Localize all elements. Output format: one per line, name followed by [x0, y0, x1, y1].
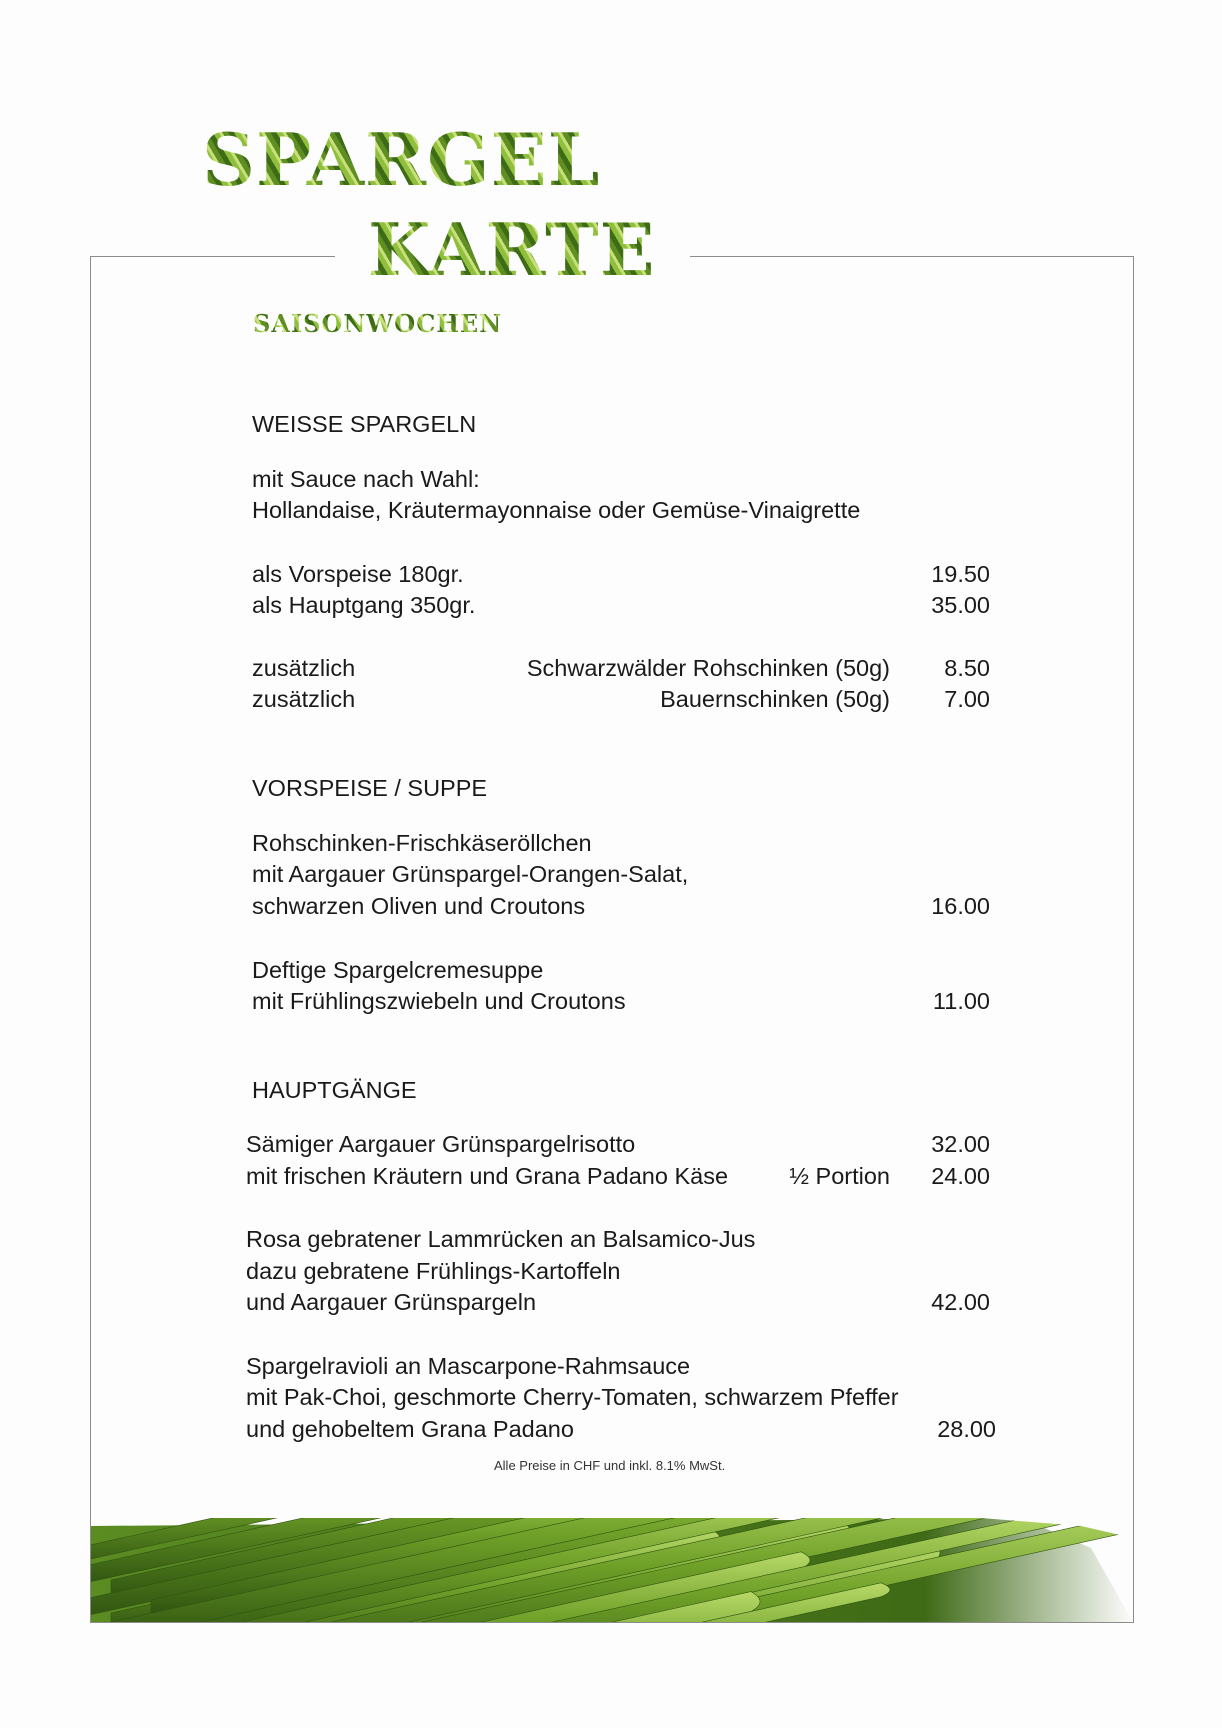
dish-line: mit frischen Kräutern und Grana Padano Käse [246, 1163, 729, 1189]
dish-line: Deftige Spargelcremesuppe [252, 957, 544, 983]
dish-line: mit Frühlingszwiebeln und Croutons [252, 988, 626, 1014]
dish-line: dazu gebratene Frühlings-Kartoffeln [246, 1258, 621, 1284]
weisse-item-label: als Hauptgang 350gr. [252, 592, 476, 618]
extra-price: 7.00 [944, 686, 990, 712]
dish-price: 42.00 [931, 1289, 990, 1315]
dish-line: und Aargauer Grünspargeln [246, 1289, 537, 1315]
weisse-item-price: 35.00 [931, 592, 990, 618]
weisse-desc-line-1: mit Sauce nach Wahl: [252, 466, 480, 492]
dish-price: 11.00 [932, 988, 990, 1014]
dish-line: Rosa gebratener Lammrücken an Balsamico-Jus [246, 1226, 756, 1252]
dish-line: Rohschinken-Frischkäseröllchen [252, 830, 592, 856]
weisse-item-price: 19.50 [931, 561, 990, 587]
extra-price: 8.50 [944, 655, 990, 681]
extra-prefix: zusätzlich [252, 655, 356, 681]
dish-price: 32.00 [931, 1131, 990, 1157]
extra-prefix: zusätzlich [252, 686, 356, 712]
price-footnote: Alle Preise in CHF und inkl. 8.1% MwSt. [494, 1458, 726, 1473]
dish-line: mit Pak-Choi, geschmorte Cherry-Tomaten, schwarzem Pfeffer [246, 1384, 899, 1410]
dish-line: Sämiger Aargauer Grünspargelrisotto [246, 1131, 636, 1157]
dish-line: und gehobeltem Grana Padano [246, 1416, 574, 1442]
half-portion-price: 24.00 [931, 1163, 990, 1189]
weisse-item-label: als Vorspeise 180gr. [252, 561, 464, 587]
dish-price: 28.00 [937, 1416, 996, 1442]
dish-line: schwarzen Oliven und Croutons [252, 893, 586, 919]
section-heading-hauptgaenge: HAUPTGÄNGE [252, 1077, 417, 1103]
section-heading-weisse: WEISSE SPARGELN [252, 411, 477, 437]
extra-label: Schwarzwälder Rohschinken (50g) [526, 655, 890, 681]
weisse-desc-line-2: Hollandaise, Kräutermayonnaise oder Gemüse-Vinaigrette [252, 497, 861, 523]
dish-price: 16.00 [931, 893, 990, 919]
dish-line: Spargelravioli an Mascarpone-Rahmsauce [246, 1353, 691, 1379]
section-heading-vorspeise: VORSPEISE / SUPPE [252, 775, 488, 801]
half-portion-label: ½ Portion [789, 1163, 890, 1189]
subtitle: SAISONWOCHEN [253, 309, 503, 338]
dish-line: mit Aargauer Grünspargel-Orangen-Salat, [252, 861, 689, 887]
title-line-2: KARTE [368, 207, 656, 292]
extra-label: Bauernschinken (50g) [660, 686, 890, 712]
title-line-1: SPARGEL [202, 117, 601, 202]
asparagus-banner-image [91, 1518, 1133, 1622]
